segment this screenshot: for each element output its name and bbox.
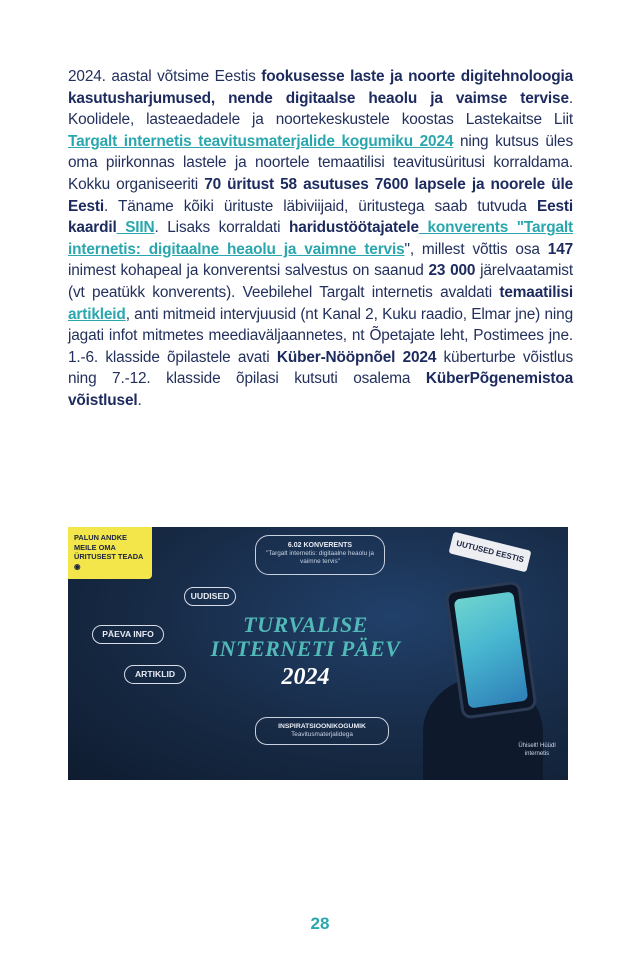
safer-internet-day-banner[interactable] — [68, 527, 568, 780]
text-run: 2024. aastal võtsime Eestis — [68, 68, 262, 85]
link-konverents[interactable]: konverents "Targalt internetis: digitaalne heaolu ja vaimne tervis — [68, 219, 573, 258]
bold-run: KüberPõgenemistoa võistlusel — [68, 370, 573, 409]
conference-subtitle: "Targalt internetis: digitaalne heaolu ja vaimne tervis" — [266, 550, 374, 565]
text-run: . — [137, 391, 142, 409]
conference-box[interactable] — [255, 535, 385, 575]
body-paragraph — [68, 66, 573, 412]
banner-year: 2024 — [281, 664, 330, 690]
bold-run: Eesti kaardil — [68, 197, 573, 237]
inspiration-subtitle: Teavitusmaterjalidega — [291, 731, 353, 738]
link-artiklid[interactable]: artikleid — [68, 305, 126, 323]
pill-artiklid[interactable]: ARTIKLID — [124, 665, 186, 684]
link-siin[interactable]: SIIN — [116, 219, 155, 237]
text-run: . Lisaks korraldati — [154, 219, 290, 237]
text-run: inimest kohapeal ja konverentsi salvestus on saanud — [68, 262, 429, 280]
news-stamp: UUTUSED EESTIS — [449, 532, 532, 573]
bold-run: 147 — [547, 240, 574, 258]
text-run: ", millest võttis osa — [404, 240, 548, 258]
partner-logos — [78, 707, 228, 771]
pill-uudised[interactable]: UUDISED — [184, 587, 236, 606]
text-run: . Täname kõiki ürituste läbiviijaid, üritustega saab tutvuda — [104, 197, 537, 215]
bold-run: 70 üritust 58 asutuses 7600 lapsele ja noorele üle Eesti — [68, 175, 573, 215]
page-number: 28 — [310, 914, 330, 933]
link-teavitusmaterjalid[interactable]: Targalt internetis teavitusmaterjalide kogumiku 2024 — [68, 132, 454, 150]
inspiration-box[interactable] — [255, 717, 389, 745]
text-run: küberturbe võistlus ning 7.-12. klasside õpilasi kutsuti osalema — [68, 348, 573, 388]
pill-paeva-info[interactable]: PÄEVA INFO — [92, 625, 164, 644]
inspiration-title: INSPIRATSIOONIKOGUMIK — [278, 723, 366, 730]
text-run: , anti mitmeid intervjuusid (nt Kanal 2, Kuku raadio, Elmar jne) ning jagati infot mitmetes meediaväljaannetes, nt Õpetajate leht, Postimees jne. 1.-6. klasside õpilastele avati — [68, 305, 573, 366]
banner-title-line2: INTERNETI PÄEV — [210, 636, 401, 661]
text-run: . Koolidele, lasteaedadele ja noortekeskustele koostas Lastekaitse Liit — [68, 89, 573, 129]
bold-run: 23 000 — [428, 262, 476, 280]
conference-title: 6.02 KONVERENTS — [287, 542, 353, 549]
location-pin-icon: ◉ — [74, 561, 81, 571]
banner-title-line1: TURVALISE — [243, 612, 368, 637]
callout-text: PALUN ANDKE MEILE OMA ÜRITUSEST TEADA — [74, 533, 144, 561]
bold-run: fookusesse laste ja noorte digitehnoloogia kasutusharjumused, nende digitaalse heaolu ja vaimse tervise — [68, 68, 573, 107]
phone-screen — [454, 591, 529, 708]
bold-run: haridustöötajatele — [289, 219, 419, 237]
event-callout[interactable] — [68, 527, 152, 579]
text-run: järelvaatamist (vt peatükk konverents). Veebilehel Targalt internetis avaldati — [68, 262, 573, 301]
bold-run: temaatilisi — [499, 283, 573, 301]
text-run: ning kutsus üles oma piirkonnas lastele ja noortele temaatilisi teavitusüritusi korraldama. Kokku organiseeriti — [68, 132, 573, 193]
bold-run: Küber-Nööpnõel 2024 — [276, 348, 437, 366]
photo-credit: Ühiselt! Hüüdl internetis — [518, 743, 556, 757]
